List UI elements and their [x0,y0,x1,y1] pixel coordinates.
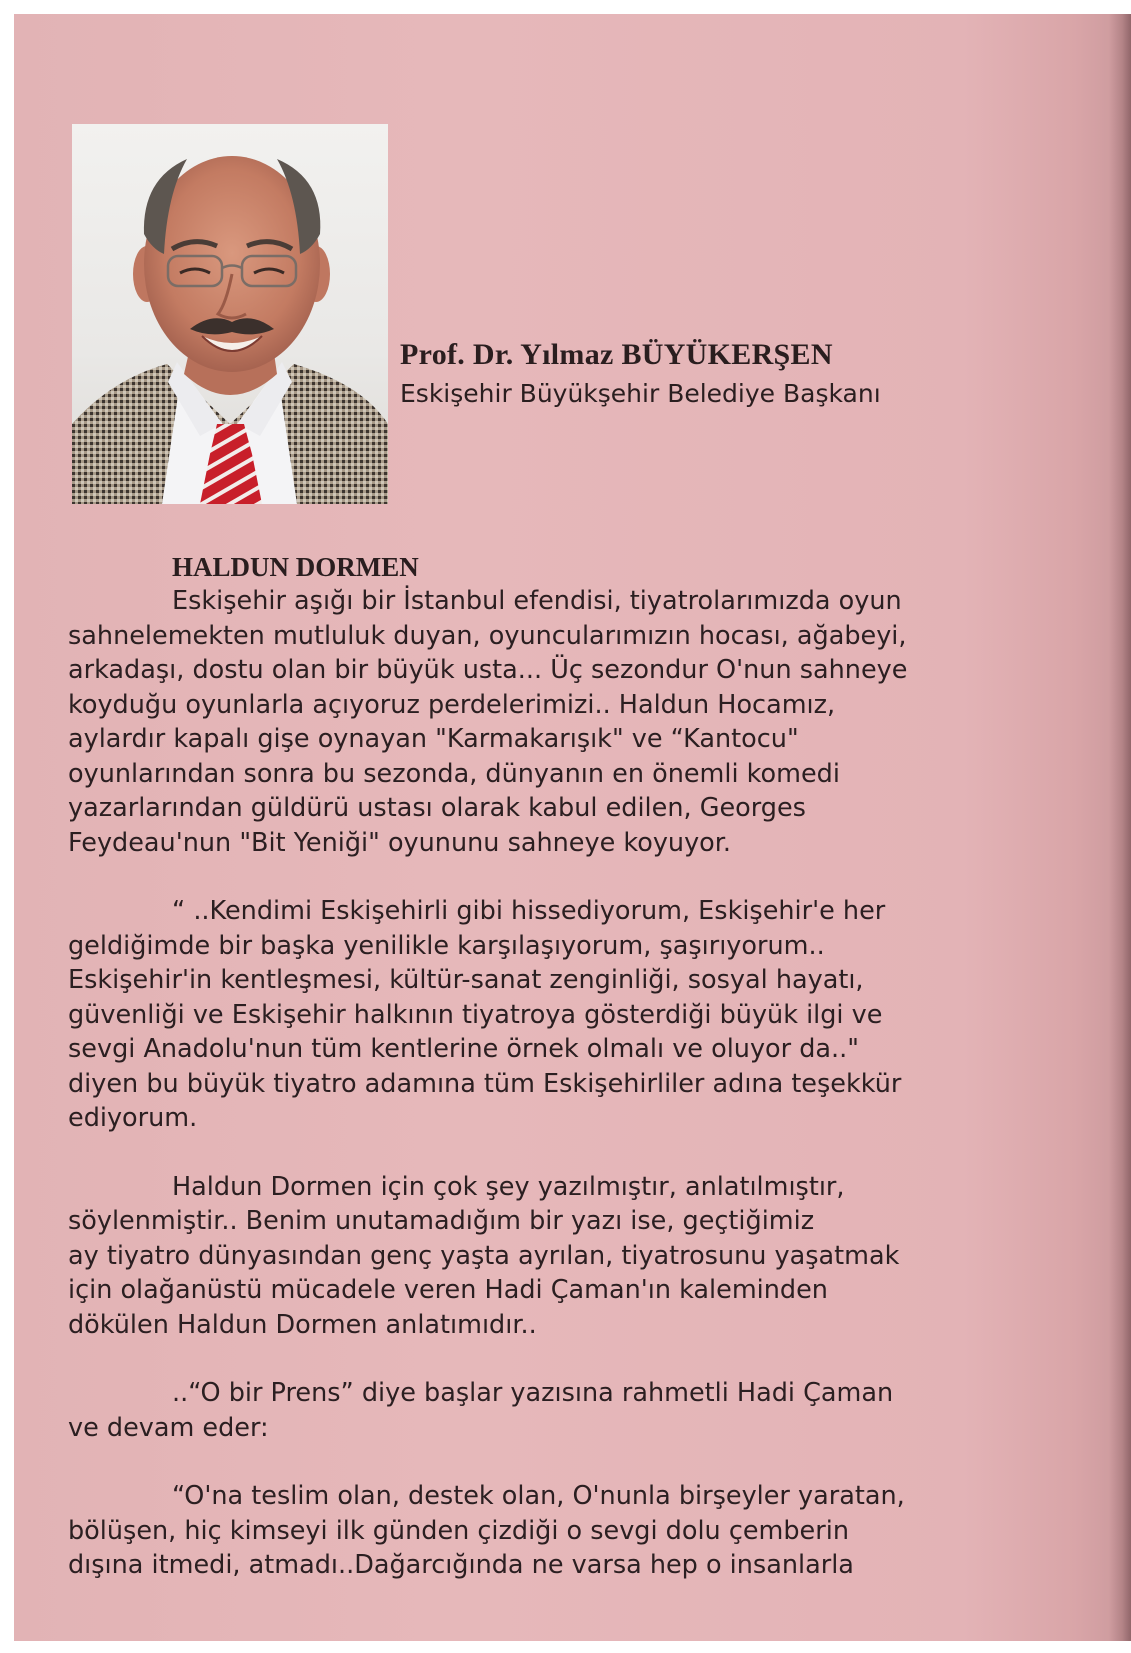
author-name: Prof. Dr. Yılmaz BÜYÜKERŞEN [400,338,833,371]
text-line: Haldun Dormen için çok şey yazılmıştır, anlatılmıştır, [172,1171,845,1202]
text-line: Feydeau'nun "Bit Yeniği" oyununu sahneye koyuyor. [68,827,732,858]
text-line: diyen bu büyük tiyatro adamına tüm Eskişehirliler adına teşekkür [68,1068,902,1099]
article-body [68,584,1068,1617]
text-line: ediyorum. [68,1103,198,1133]
text-line: güvenliği ve Eskişehir halkının tiyatroya gösterdiği büyük ilgi ve [68,999,883,1030]
text-line: bölüşen, hiç kimseyi ilk günden çizdiği o sevgi dolu çemberin [68,1515,849,1546]
text-line: Eskişehir'in kentleşmesi, kültür-sanat zenginliği, sosyal hayatı, [68,965,864,995]
text-line: ay tiyatro dünyasından genç yaşta ayrılan, tiyatrosunu yaşatmak [68,1240,900,1271]
text-line: Eskişehir aşığı bir İstanbul efendisi, tiyatrolarımızda oyun [172,586,902,616]
text-line: “ ..Kendimi Eskişehirli gibi hissediyorum, Eskişehir'e her [172,896,886,926]
text-line: dışına itmedi, atmadı..Dağarcığında ne varsa hep o insanlarla [68,1550,854,1580]
page-binding-shadow [1109,14,1131,1641]
portrait-illustration [72,124,388,504]
text-line: oyunlarından sonra bu sezonda, dünyanın en önemli komedi [68,758,840,789]
paragraph-3 [68,1170,1068,1343]
document-page [14,14,1131,1641]
text-line: koyduğu oyunlarla açıyoruz perdelerimizi.. Haldun Hocamız, [68,689,836,720]
paragraph-1 [68,584,1068,860]
text-line: “O'na teslim olan, destek olan, O'nunla birşeyler yaratan, [172,1481,905,1511]
paragraph-4 [68,1376,1068,1445]
paragraph-2 [68,894,1068,1136]
text-line: aylardır kapalı gişe oynayan "Karmakarışık" ve “Kantocu" [68,724,799,754]
text-line: için olağanüstü mücadele veren Hadi Çaman'ın kaleminden [68,1275,828,1305]
text-line: dökülen Haldun Dormen anlatımıdır.. [68,1309,537,1340]
paragraph-5 [68,1479,1068,1583]
portrait-photo [72,124,388,504]
author-header [400,336,881,412]
text-line: sevgi Anadolu'nun tüm kentlerine örnek olmalı ve oluyor da.." [68,1034,859,1064]
text-line: sahnelemekten mutluluk duyan, oyuncularımızın hocası, ağabeyi, [68,620,907,651]
text-line: ve devam eder: [68,1412,269,1443]
text-line: ..“O bir Prens” diye başlar yazısına rahmetli Hadi Çaman [172,1378,894,1408]
text-line: söylenmiştir.. Benim unutamadığım bir yazı ise, geçtiğimiz [68,1206,815,1236]
text-line: arkadaşı, dostu olan bir büyük usta... Üç sezondur O'nun sahneye [68,655,908,685]
text-line: yazarlarından güldürü ustası olarak kabul edilen, Georges [68,793,806,823]
author-role: Eskişehir Büyükşehir Belediye Başkanı [400,379,881,408]
text-line: geldiğimde bir başka yenilikle karşılaşıyorum, şaşırıyorum.. [68,930,825,961]
article-heading: HALDUN DORMEN [172,552,419,582]
